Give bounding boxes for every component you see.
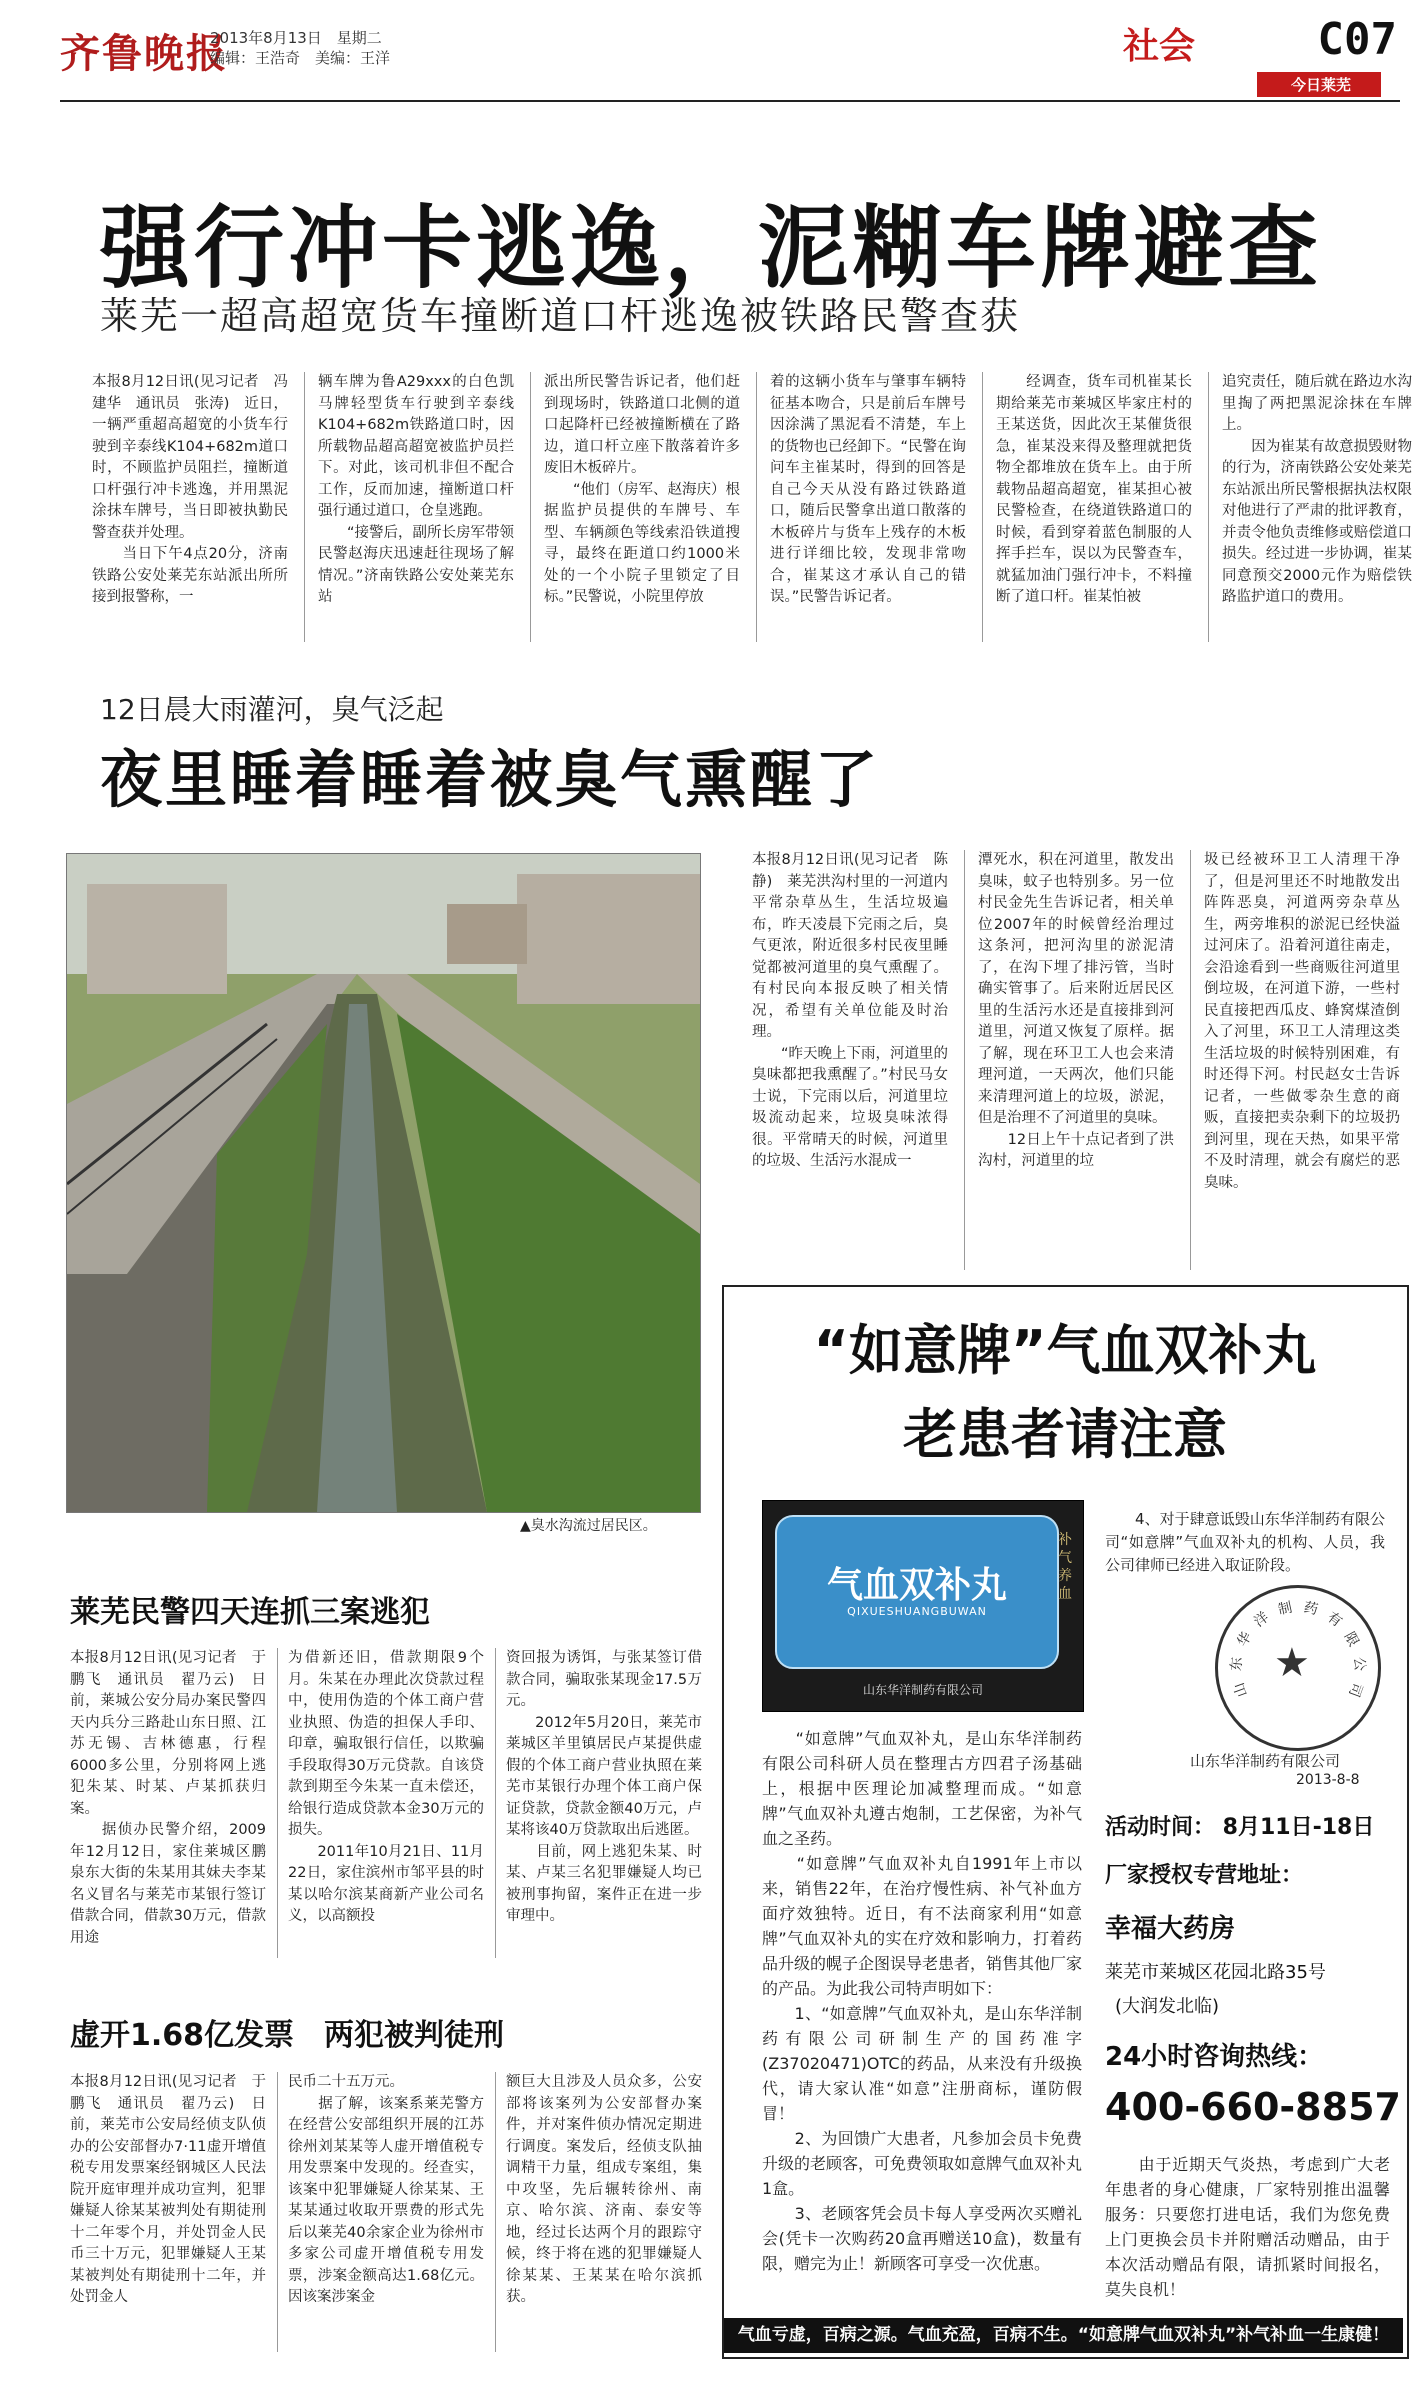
header-rule: [60, 100, 1400, 102]
ad-paragraph: 2、为回馈广大患者，凡参加会员卡免费升级的老顾客，可免费领取如意牌气血双补丸1盒。: [762, 2129, 1083, 2198]
column-divider: [982, 372, 983, 642]
story1-col-2: 辆车牌为鲁A29xxx的白色凯马牌轻型货车行驶到辛泰线K104+682m铁路道口时，因所载物品超高超宽被监护员拦下。对此，该司机非但不配合工作，反而加速，撞断道口杆强行通过道口，仓皇逃跑。 “接警后，副所长房军带领民警赵海庆迅速赶往现场了解情况。”济南铁路公安处莱芜东站: [318, 374, 515, 605]
column-divider: [495, 1648, 496, 1958]
store-name: 幸福大药房: [1105, 1914, 1236, 1944]
story1-col-1: 本报8月12日讯(见习记者 冯建华 通讯员 张涛) 近日，一辆严重超高超宽的小货车行驶到辛泰线K104+682m道口时，不顾监护员阻拦，撞断道口杆强行冲卡逃逸，并用黑泥涂抹车牌号，当日即被执勤民警查获并处理。 当日下午4点20分，济南铁路公安处莱芜东站派出所所接到报警称，一: [92, 374, 288, 605]
ad-title-line1: “如意牌”气血双补丸: [813, 1319, 1317, 1382]
column-divider: [1208, 372, 1209, 642]
story3-headline: 莱芜民警四天连抓三案逃犯: [70, 1595, 430, 1630]
product-box-image: [762, 1500, 1084, 1712]
issue-editors: 编辑：王浩奇 美编：王洋: [210, 49, 391, 67]
seal-star-icon: ★: [1274, 1640, 1310, 1686]
seal-character: 东: [1228, 1656, 1246, 1672]
story1-col-3: 派出所民警告诉记者，他们赶到现场时，铁路道口北侧的道口起降杆已经被撞断横在了路边，道口杆立座下散落着许多废旧木板碎片。 “他们（房军、赵海庆）根据监护员提供的车牌号、车型、车辆颜色等线索沿铁道搜寻，最终在距道口约1000米处的一个小院子里锁定了目标。”民警说，小院里停放: [544, 374, 741, 605]
column-divider: [756, 372, 757, 642]
column-divider: [304, 372, 305, 642]
story2-headline: 夜里睡着睡着被臭气熏醒了: [100, 743, 881, 816]
ad-footer-slogan: 气血亏虚，百病之源。气血充盈，百病不生。“如意牌气血双补丸”补气补血一生康健！: [724, 2318, 1403, 2353]
story3-col-2: 为借新还旧，借款期限9个月。朱某在办理此次贷款过程中，使用伪造的个体工商户营业执照、伪造的担保人手印、印章，骗取银行信任，以欺骗手段取得30万元贷款。自该贷款到期至今朱某一直未偿还，给银行造成贷款本金30万元的损失。 2011年10月21日、11月22日，家住滨州市邹平县的时某以哈尔滨某商新产业公司名义，以高额投: [288, 1650, 484, 1924]
section-name: 社会: [1122, 26, 1195, 67]
seal-character: 药: [1302, 1600, 1320, 1619]
story2-col-2: 潭死水，积在河道里，散发出臭味，蚊子也特别多。另一位村民金先生告诉记者，相关单位2007年的时候曾经治理过这条河，把河沟里的淤泥清了，在沟下埋了排污管，当时确实管事了。后来附近居民区里的生活污水还是直接排到河道里，河道又恢复了原样。据了解，现在环卫工人也会来清理河道，一天两次，他们只能来清理河道上的垃圾，淤泥，但是治理不了河道里的臭味。 12日上午十点记者到了洪沟村，河道里的垃: [978, 852, 1174, 1169]
story2-kicker: 12日晨大雨灌河，臭气泛起: [100, 693, 444, 726]
story4-col-1: 本报8月12日讯(见习记者 于鹏飞 通讯员 翟乃云) 日前，莱芜市公安局经侦支队侦办的公安部督办7·11虚开增值税专用发票案经钢城区人民法院开庭审理并成功宣判，犯罪嫌疑人徐某某被判处有期徒刑十二年零个月，并处罚金人民币三十万元，犯罪嫌疑人王某某被判处有期徒刑十二年，并处罚金人: [70, 2074, 266, 2305]
ad-point-4: 4、对于肆意诋毁山东华洋制药有限公司“如意牌”气血双补丸的机构、人员，我公司律师已经进入取证阶段。: [1105, 1510, 1385, 1574]
product-maker: 山东华洋制药有限公司: [862, 1683, 983, 1697]
sewer-ditch-illustration: [67, 854, 700, 1512]
company-seal-icon: [1215, 1585, 1381, 1751]
column-divider: [1190, 850, 1191, 1270]
signature-date: 2013-8-8: [1296, 1772, 1360, 1788]
photo-caption: ▲臭水沟流过居民区。: [520, 1518, 657, 1534]
seal-character: 限: [1341, 1629, 1362, 1650]
ad-closing: 由于近期天气炎热，考虑到广大老年患者的身心健康，厂家特别推出温馨服务：只要您打进电话，我们为您免费上门更换会员卡并附赠活动赠品，由于本次活动赠品有限，请抓紧时间报名，莫失良机！: [1105, 2155, 1390, 2299]
product-side-text: 补气养血: [1058, 1532, 1072, 1602]
store-landmark: (大润发北临): [1115, 1996, 1220, 2017]
product-pinyin: QIXUESHUANGBUWAN: [847, 1605, 987, 1618]
column-divider: [495, 2072, 496, 2352]
page-number: C07: [1317, 14, 1397, 65]
story4-col-2: 民币二十五万元。 据了解，该案系莱芜警方在经营公安部组织开展的江苏徐州刘某某等人虚开增值税专用发票案中发现的。经查实，该案中犯罪嫌疑人徐某某、王某某通过收取开票费的形式先后以莱芜40余家企业为徐州市多家公司虚开增值税专用发票，涉案金额高达1.68亿元。因该案涉案金: [288, 2074, 484, 2305]
story4-col-3: 额巨大且涉及人员众多，公安部将该案列为公安部督办案件，并对案件侦办情况定期进行调度。案发后，经侦支队抽调精干力量，组成专案组，集中攻坚，先后辗转徐州、南京、哈尔滨、济南、泰安等地，经过长达两个月的跟踪守候，终于将在逃的犯罪嫌疑人徐某某、王某某在哈尔滨抓获。: [506, 2074, 702, 2305]
signature-company: 山东华洋制药有限公司: [1190, 1752, 1341, 1770]
ad-paragraph: 3、老顾客凭会员卡每人享受两次买赠礼会(凭卡一次购药20盒再赠送10盒)，数量有限，赠完为止！新顾客可享受一次优惠。: [762, 2204, 1082, 2273]
section-sublabel: 今日莱芜: [1257, 72, 1381, 97]
seal-character: 制: [1276, 1600, 1294, 1619]
column-divider: [277, 1648, 278, 1958]
ad-paragraph: “如意牌”气血双补丸自1991年上市以来，销售22年，在治疗慢性病、补气补血方面疗效独特。近日，有不法商家利用“如意牌”气血双补丸的实在疗效和影响力，打着药品升级的幌子企图误导老患者，销售其他厂家的产品。为此我公司特声明如下：: [762, 1854, 1083, 1998]
column-divider: [964, 850, 965, 1270]
story2-col-1: 本报8月12日讯(见习记者 陈静) 莱芜洪沟村里的一河道内平常杂草丛生，生活垃圾遍布，昨天凌晨下完雨之后，臭气更浓，附近很多村民夜里睡觉都被河道里的臭气熏醒了。有村民向本报反映了相关情况，希望有关单位能及时治理。 “昨天晚上下雨，河道里的臭味都把我熏醒了。”村民马女士说，下完雨以后，河道里垃圾流动起来，垃圾臭味浓得很。平常晴天的时候，河道里的垃圾、生活污水混成一: [752, 852, 949, 1169]
issue-meta: [210, 28, 390, 68]
product-label: [775, 1515, 1059, 1669]
seal-character: 司: [1345, 1680, 1366, 1700]
store-address: 莱芜市莱城区花园北路35号: [1105, 1962, 1326, 1983]
seal-character: 华: [1234, 1629, 1255, 1650]
seal-character: 洋: [1251, 1609, 1272, 1631]
story1-headline: 强行冲卡逃逸，泥糊车牌避查: [100, 196, 1322, 301]
story2-col-3: 圾已经被环卫工人清理干净了，但是河里还不时地散发出阵阵恶臭，河道两旁杂草丛生，两旁堆积的淤泥已经快溢过河床了。沿着河道往南走，会沿途看到一些商贩往河道里倒垃圾，在河道下游，一些村民直接把西瓜皮、蜂窝煤渣倒入了河里，环卫工人清理这类生活垃圾的时候特别困难，有时还得下河。村民赵女士告诉记者，一些做零杂生意的商贩，直接把卖杂剩下的垃圾扔到河里，现在天热，如果平常不及时清理，就会有腐烂的恶臭味。: [1204, 852, 1400, 1191]
seal-character: 山: [1230, 1680, 1251, 1700]
seal-character: 公: [1350, 1656, 1368, 1672]
story1-col-6: 追究责任，随后就在路边水沟里掏了两把黑泥涂抹在车牌上。 因为崔某有故意损毁财物的行为，济南铁路公安处莱芜东站派出所民警根据执法权限对他进行了严肃的批评教育，并责令他负责维修或赔偿道口损失。经过进一步协调，崔某同意预交2000元作为赔偿铁路监护道口的费用。: [1222, 374, 1412, 605]
activity-time: 活动时间： 8月11日-18日: [1105, 1815, 1375, 1840]
story1-col-5: 经调查，货车司机崔某长期给莱芜市莱城区毕家庄村的王某送货，因此次王某催货很急，崔某没来得及整理就把货物全都堆放在货车上。由于所载物品超高超宽，崔某担心被民警检查，在绕道铁路道口的时候，看到穿着蓝色制服的人挥手拦车，误以为民警查车，就猛加油门强行冲卡，不料撞断了道口杆。崔某怕被: [996, 374, 1192, 605]
story3-col-1: 本报8月12日讯(见习记者 于鹏飞 通讯员 翟乃云) 日前，莱城公安分局办案民警四天内兵分三路赴山东日照、江苏无锡、吉林德惠，行程6000多公里，分别将网上逃犯朱某、时某、卢某抓获归案。 据侦办民警介绍，2009年12月12日，家住莱城区鹏泉东大街的朱某用其妹夫李某名义冒名与莱芜市某银行签订借款合同，借款30万元，借款用途: [70, 1650, 266, 1946]
issue-date: 2013年8月13日 星期二: [210, 29, 382, 47]
ad-paragraph: “如意牌”气血双补丸，是山东华洋制药有限公司科研人员在整理古方四君子汤基础上，根据中医理论加减整理而成。“如意牌”气血双补丸遵古炮制，工艺保密，为补气血之圣药。: [762, 1729, 1082, 1848]
hotline-number: 400-660-8857: [1105, 2085, 1401, 2129]
hotline-label: 24小时咨询热线：: [1105, 2042, 1324, 2072]
store-label: 厂家授权专营地址：: [1105, 1863, 1304, 1888]
story4-headline: 虚开1.68亿发票 两犯被判徒刑: [70, 2018, 505, 2053]
story3-col-3: 资回报为诱饵，与张某签订借款合同，骗取张某现金17.5万元。 2012年5月20日，莱芜市莱城区羊里镇居民卢某提供虚假的个体工商户营业执照在莱芜市某银行办理个体工商户保证贷款，贷款金额40万元，卢某将该40万贷款取出后逃匿。 目前，网上逃犯朱某、时某、卢某三名犯罪嫌疑人均已被刑事拘留，案件正在进一步审理中。: [506, 1650, 702, 1924]
sewer-ditch-photo: [66, 853, 701, 1513]
ad-title-line2: 老患者请注意: [903, 1403, 1227, 1466]
ad-body: [762, 1726, 1082, 2276]
product-name: 气血双补丸: [826, 1565, 1007, 1606]
masthead-logo: 齐鲁晚报: [60, 30, 228, 77]
column-divider: [277, 2072, 278, 2352]
story1-col-4: 着的这辆小货车与肇事车辆特征基本吻合，只是前后车牌号因涂满了黑泥看不清楚，车上的货物也已经卸下。“民警在询问车主崔某时，得到的回答是自己今天从没有路过铁路道口，随后民警拿出道口散落的木板碎片与货车上残存的木板进行详细比较，发现非常吻合，崔某这才承认自己的错误。”民警告诉记者。: [770, 374, 967, 605]
story1-subhead: 莱芜一超高超宽货车撞断道口杆逃逸被铁路民警查获: [100, 294, 1021, 338]
seal-character: 有: [1324, 1609, 1345, 1631]
ad-paragraph: 1、“如意牌”气血双补丸，是山东华洋制药有限公司研制生产的国药准字(Z37020471)OTC的药品，从来没有升级换代，请大家认准“如意”注册商标，谨防假冒！: [762, 2004, 1082, 2123]
column-divider: [530, 372, 531, 642]
